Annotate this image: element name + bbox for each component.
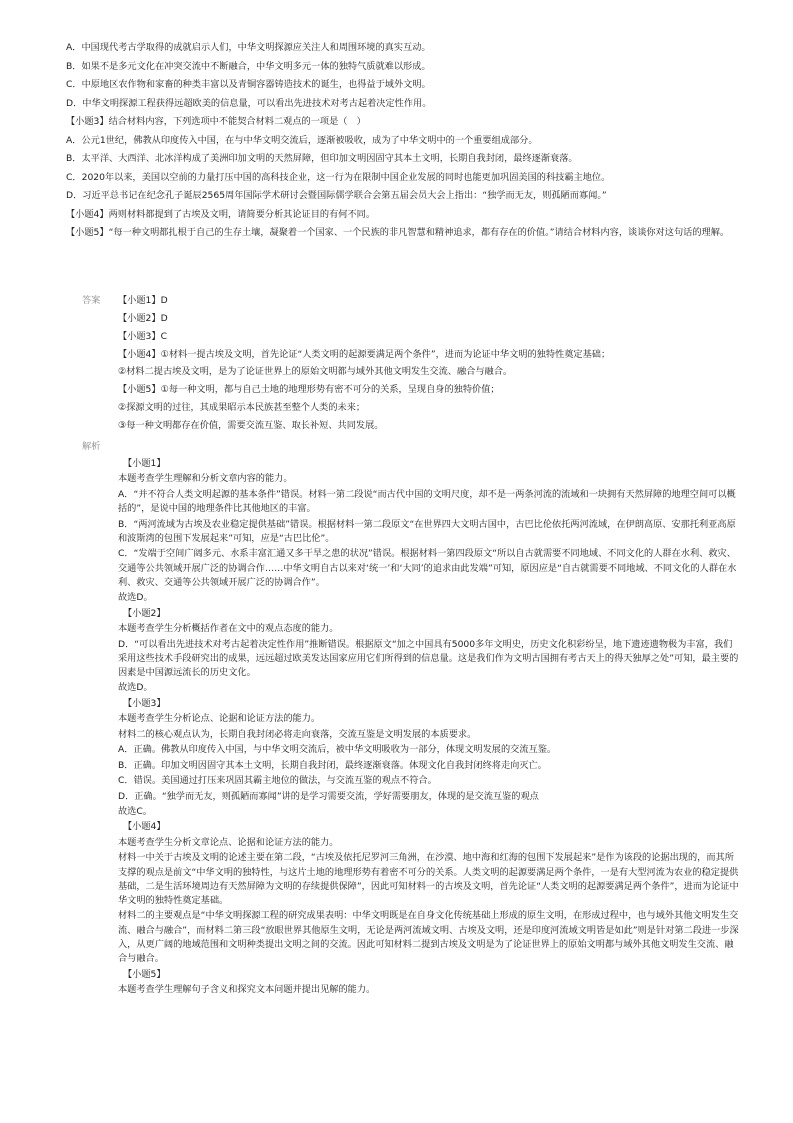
explanation-line: 故选C。 bbox=[118, 805, 152, 817]
q3-option-d: D．习近平总书记在纪念孔子诞辰2565周年国际学术研讨会暨国际儒学联合会第五届会员大会上指出：“独学而无友，则孤陋而寡闻。” bbox=[66, 190, 607, 202]
q2-option-d: D．中华文明探源工程获得远超欧美的信息量，可以看出先进技术对考古起着决定性作用。 bbox=[66, 97, 432, 109]
sub-question-tag: 【小题2】 bbox=[123, 607, 166, 619]
explanation-label: 解析 bbox=[82, 441, 101, 452]
answer-line: 【小题4】①材料一提古埃及文明，首先论证“人类文明的起源要满足两个条件”，进而为论证中华文明的独特性奠定基础； bbox=[118, 348, 611, 360]
explanation-line: 本题考查学生分析概括作者在文中的观点态度的能力。 bbox=[118, 623, 339, 635]
sub-question-tag: 【小题3】 bbox=[123, 697, 166, 709]
answer-line: 【小题2】D bbox=[118, 312, 168, 324]
sub-question-tag: 【小题1】 bbox=[123, 458, 166, 469]
explanation-line: B．“两河流域为古埃及农业稳定提供基础”错误。根据材料一第二段原文“在世界四大文明古国中，古巴比伦依托两河流域，在伊朗高原、安那托利亚高原和波斯湾的包围下发展起来”可知，应是“古巴比伦”。 bbox=[118, 518, 736, 544]
q3-option-b: B．太平洋、大西洋、北冰洋构成了美洲印加文明的天然屏障，但印加文明因固守其本土文明，长期自我封闭，最终逐渐衰落。 bbox=[66, 153, 578, 165]
explanation-line: 本题考查学生分析文章论点、论据和论证方法的能力。 bbox=[118, 836, 339, 848]
explanation-line: C．错误。美国通过打压来巩固其霸主地位的做法，与交流互鉴的观点不符合。 bbox=[118, 775, 437, 787]
q3-option-a: A．公元1世纪，佛教从印度传入中国，在与中华文明交流后，逐渐被吸收，成为了中华文明中的一个重要组成部分。 bbox=[66, 134, 538, 146]
q3-stem: 【小题3】结合材料内容，下列选项中不能契合材料二观点的一项是（ ） bbox=[66, 116, 366, 128]
explanation-line: 材料二的核心观点认为，长期自我封闭必将走向衰落，交流互鉴是文明发展的本质要求。 bbox=[118, 728, 477, 740]
explanation-line: D．“可以看出先进技术对考古起着决定性作用”推断错误。根据原文“加之中国具有5000多年文明史，历史文化积彩纷呈，地下遗迹遗物极为丰富，我们采用这些技术手段研究出的成果，远远超过欧美发达国家应用它们所得到的信息量。这是我们作为文明古国拥有考古天上的得天独厚之处”可知，最主要的因素是中国源远流长的历史文化。 bbox=[118, 638, 739, 678]
answer-line: ③每一种文明都存在价值，需要交流互鉴、取长补短、共同发展。 bbox=[118, 419, 384, 431]
sub-question-tag: 【小题5】 bbox=[123, 968, 166, 980]
explanation-line: 材料一中关于古埃及文明的论述主要在第二段，“古埃及依托尼罗河三角洲，在沙漠、地中海和红海的包围下发展起来”是作为该段的论据出现的，而其所支撑的观点是前文“中华文明的独特性，与这片土地的地理形势有着密不可分的关系。人类文明的起源要满足两个条件，一是有大型河流为农业的稳定提供基础，二是生活环境周边有天然屏障为文明的存续提供保障”，因此可知材料一的古埃及文明，首先论证“人类文明的起源要满足两个条件”，进而为论证中华文明的独特性奠定基础。 bbox=[118, 852, 739, 906]
explanation-line: 故选D。 bbox=[118, 592, 153, 604]
question-block bbox=[66, 41, 747, 245]
q4-stem: 【小题4】两则材料都提到了古埃及文明，请简要分析其论证目的有何不同。 bbox=[66, 208, 376, 220]
explanation-line: A．正确。佛教从印度传入中国，与中华文明交流后，被中华文明吸收为一部分，体现文明发展的交流互鉴。 bbox=[118, 744, 557, 756]
q2-option-c: C．中原地区农作物和家畜的种类丰富以及青铜容器铸造技术的诞生，也得益于域外文明。 bbox=[66, 79, 431, 91]
answer-body bbox=[118, 294, 747, 437]
explanation-body bbox=[118, 457, 741, 999]
explanation-line: 故选D。 bbox=[118, 682, 153, 694]
answer-line: 【小题5】①每一种文明，都与自己土地的地理形势有密不可分的关系，呈现自身的独特价值； bbox=[118, 384, 500, 396]
explanation-line: B．正确。印加文明因固守其本土文明，长期自我封闭，最终逐渐衰落。体现文化自我封闭终将走向灭亡。 bbox=[118, 759, 547, 771]
answer-line: 【小题3】C bbox=[118, 330, 168, 342]
q3-option-c: C．2020年以来，美国以空前的力量打压中国的高科技企业，这一行为在限制中国企业发展的同时也能更加巩固美国的科技霸主地位。 bbox=[66, 171, 611, 183]
sub-question-tag: 【小题4】 bbox=[123, 821, 166, 833]
explanation-line: 本题考查学生理解句子含义和探究文本问题并提出见解的能力。 bbox=[118, 984, 376, 996]
q2-option-a: A．中国现代考古学取得的成就启示人们，中华文明探源应关注人和周围环境的真实互动。 bbox=[66, 42, 431, 53]
explanation-line: A．“并不符合人类文明起源的基本条件”错误。材料一第二段说“而古代中国的文明尺度，却不是一两条河流的流域和一块拥有天然屏障的地理空间可以概括的”，是说中国的地理条件比其他地区的丰富。 bbox=[118, 488, 736, 515]
explanation-line: 材料二的主要观点是“中华文明探源工程的研究成果表明：中华文明既是在自身文化传统基础上形成的原生文明，在形成过程中，也与域外其他文明发生交流、融合与融合”，而材料二第三段“放眼世界其他原生文明，无论是两河流域文明、古埃及文明，还是印度河流域文明皆是如此”则是针对第二段进一步深入，从更广阔的地域范围和文明种类提出文明之间的交流。因此可知材料二提到古埃及文明是为了论证世界上的原始文明都与域外其他文明发生交流、融合与融合。 bbox=[118, 910, 739, 965]
q2-option-b: B．如果不是多元文化在冲突交流中不断融合，中华文明多元一体的独特气质就难以形成。 bbox=[66, 60, 431, 72]
explanation-line: C．“发端于空间广阔多元、水系丰富汇通又多干旱之患的状况”错误。根据材料一第四段原文“所以自古就需要不同地域、不同文化的人群在水利、救灾、交通等公共领域开展广泛的协调合作……中华文明自古以来对‘统一’和‘大同’的追求由此发端”可知，原因应是“自古就需要不同地域、不同文化的人群在水利、救灾、交通等公共领域开展广泛的协调合作”。 bbox=[118, 548, 737, 588]
answer-line: 【小题1】D bbox=[118, 295, 168, 306]
explanation-line: 本题考查学生理解和分析文章内容的能力。 bbox=[118, 473, 293, 485]
answer-line: ②材料二提古埃及文明，是为了论证世界上的原始文明都与域外其他文明发生交流、融合与融合。 bbox=[118, 366, 513, 378]
explanation-line: D．正确。“独学而无友，则孤陋而寡闻”讲的是学习需要交流，学好需要朋友，体现的是交流互鉴的观点 bbox=[118, 790, 539, 802]
answer-label: 答案 bbox=[82, 295, 101, 306]
answer-line: ②探源文明的过往，其成果昭示本民族甚至整个人类的未来； bbox=[118, 402, 366, 414]
explanation-line: 本题考查学生分析论点、论据和论证方法的能力。 bbox=[118, 713, 321, 725]
q5-stem: 【小题5】“每一种文明都扎根于自己的生存土壤，凝聚着一个国家、一个民族的非凡智慧和精神追求，都有存在的价值。”请结合材料内容，谈谈你对这句话的理解。 bbox=[66, 227, 730, 239]
